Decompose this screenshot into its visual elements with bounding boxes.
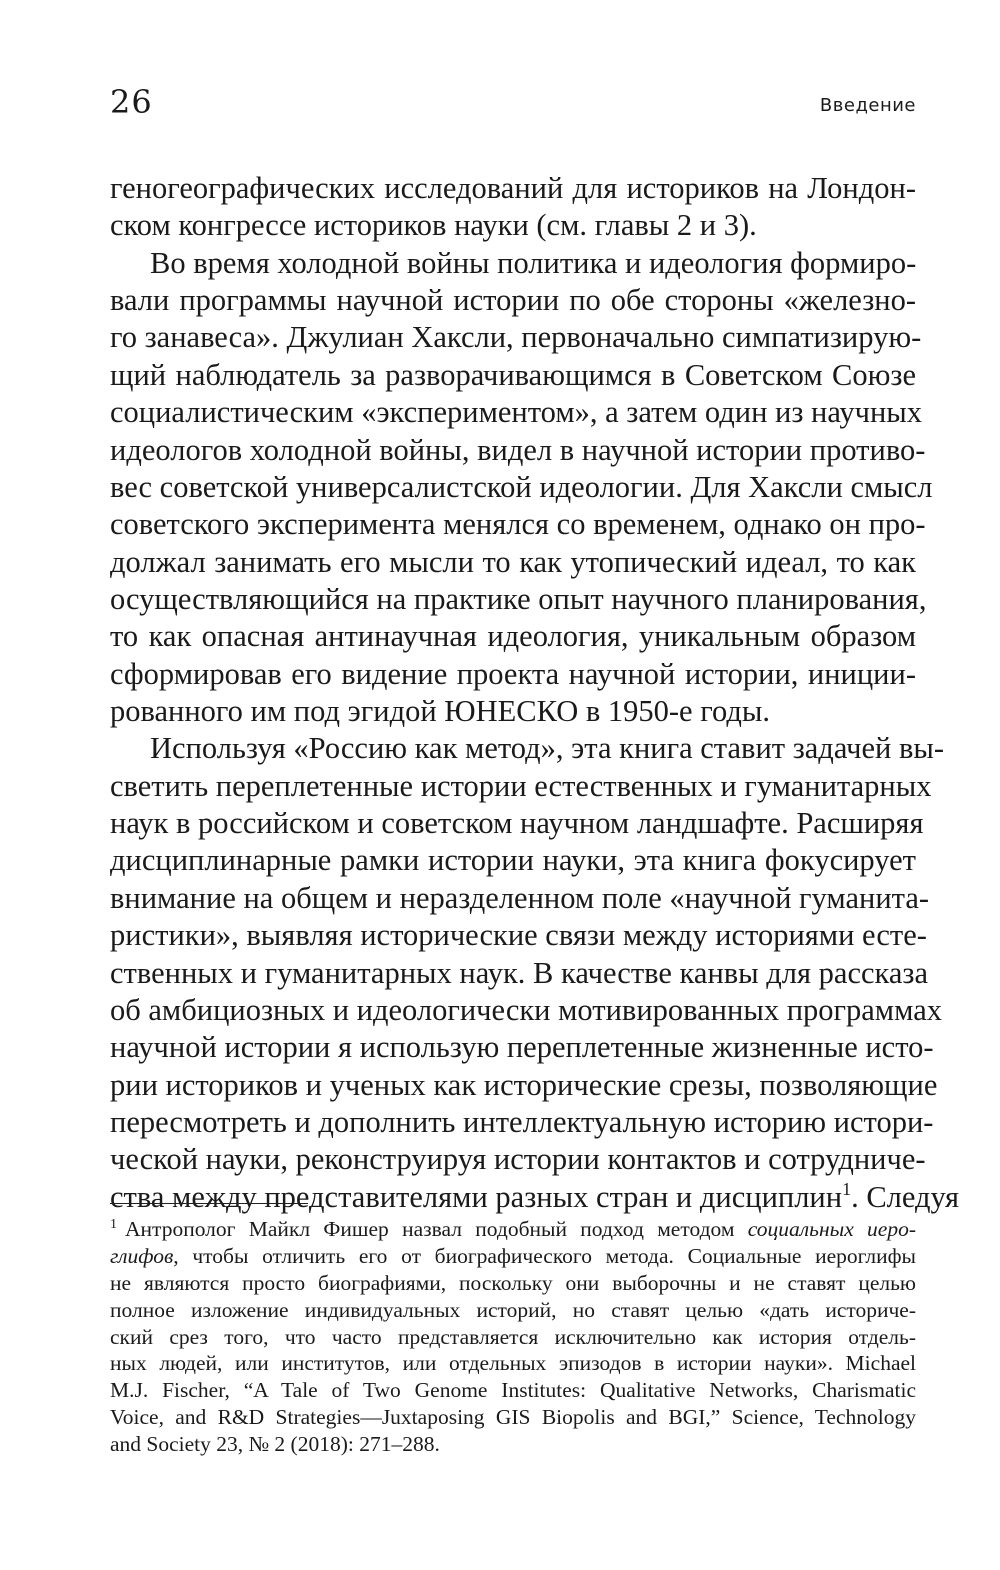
text-line: идеологов холодной войны, видел в научной истории противо- (110, 432, 926, 467)
text-line: научной истории я использую переплетенные жизненные исто- (110, 1030, 934, 1065)
footnote-divider (110, 1203, 308, 1204)
text-line: щий наблюдатель за разворачивающимся в Советском Союзе (110, 357, 916, 392)
text-line: дисциплинарные рамки истории науки, эта книга фокусирует (110, 843, 916, 878)
text-line: ском конгрессе историков науки (см. главы 2 и 3). (110, 208, 757, 243)
text-line: пересмотреть и дополнить интеллектуальную историю истори- (110, 1104, 934, 1139)
footnote-line (110, 1216, 916, 1243)
footnote-line: and Society 23, № 2 (2018): 271–288. (110, 1432, 440, 1457)
paragraph-start-line: Используя «Россию как метод», эта книга ставит задачей вы- (150, 731, 945, 766)
footnote-line: не являются просто биографиями, поскольку они выборочны и не ставят целью (110, 1270, 916, 1295)
footnote-italic-text: глифов (110, 1243, 174, 1268)
footnote-text: Антрополог Майкл Фишер назвал подобный подход методом (125, 1217, 748, 1241)
footnote-line: ных людей, или институтов, или отдельных эпизодов в истории науки». Michael (110, 1351, 916, 1376)
text-line: осуществляющийся на практике опыт научного планирования, (110, 581, 927, 616)
text-line: вес советской универсалистской идеологии. Для Хаксли смысл (110, 469, 933, 504)
paragraph-start-line: Во время холодной войны политика и идеология формиро- (150, 245, 917, 280)
footnote-block (110, 1216, 916, 1458)
text-line: рии историков и ученых как исторические срезы, позволяющие (110, 1067, 938, 1102)
page-number: 26 (110, 83, 153, 121)
text-line: геногеографических исследований для историков на Лондон- (110, 171, 916, 205)
text-line: наук в российском и советском научном ландшафте. Расширяя (110, 806, 924, 841)
footnote-reference[interactable]: 1 (842, 1178, 852, 1199)
text-line: вали программы научной истории по обе стороны «железно- (110, 283, 916, 318)
text-line: светить переплетенные истории естественных и гуманитарных (110, 768, 932, 803)
text-line: социалистическим «экспериментом», а затем один из научных (110, 395, 923, 430)
running-head: Введение (819, 95, 916, 116)
footnote-line: M.J. Fischer, “A Tale of Two Genome Institutes: Qualitative Networks, Charismatic (110, 1378, 916, 1403)
text-line: ческой науки, реконструируя истории контактов и сотрудниче- (110, 1142, 926, 1177)
text-segment: . Следуя (851, 1179, 960, 1214)
text-segment: ства между представителями разных стран и дисциплин (110, 1179, 843, 1214)
text-line: го занавеса». Джулиан Хаксли, первоначально симпатизирую- (110, 320, 922, 355)
text-line: внимание на общем и неразделенном поле «научной гуманита- (110, 880, 930, 915)
text-line: сформировав его видение проекта научной истории, иниции- (110, 656, 916, 691)
footnote-line: Voice, and R&D Strategies—Juxtaposing GIS Biopolis and BGI,” Science, Technology (110, 1405, 916, 1430)
footnote-line: ский срез того, что часто представляется исключительно как история отдель- (110, 1324, 916, 1349)
footnote-line (110, 1243, 916, 1270)
text-line: должал занимать его мысли то как утопический идеал, то как (110, 544, 916, 579)
text-line: об амбициозных и идеологически мотивированных программах (110, 992, 942, 1027)
text-line: ристики», выявляя исторические связи между историями есте- (110, 918, 927, 953)
footnote-italic-text: социальных иеро- (747, 1217, 916, 1241)
text-line: то как опасная антинаучная идеология, уникальным образом (110, 619, 916, 654)
footnote-marker: 1 (110, 1217, 117, 1232)
footnote-line: полное изложение индивидуальных историй, но ставят целью «дать историче- (110, 1297, 916, 1322)
main-text (110, 170, 960, 1216)
text-line: ственных и гуманитарных наук. В качестве канвы для рассказа (110, 955, 929, 990)
footnote-text: , чтобы отличить его от биографического метода. Социальные иероглифы (173, 1243, 916, 1268)
text-line: рованного им под эгидой ЮНЕСКО в 1950-е годы. (110, 694, 770, 729)
text-line-with-note (110, 1178, 960, 1216)
text-line: советского эксперимента менялся со временем, однако он про- (110, 507, 926, 542)
